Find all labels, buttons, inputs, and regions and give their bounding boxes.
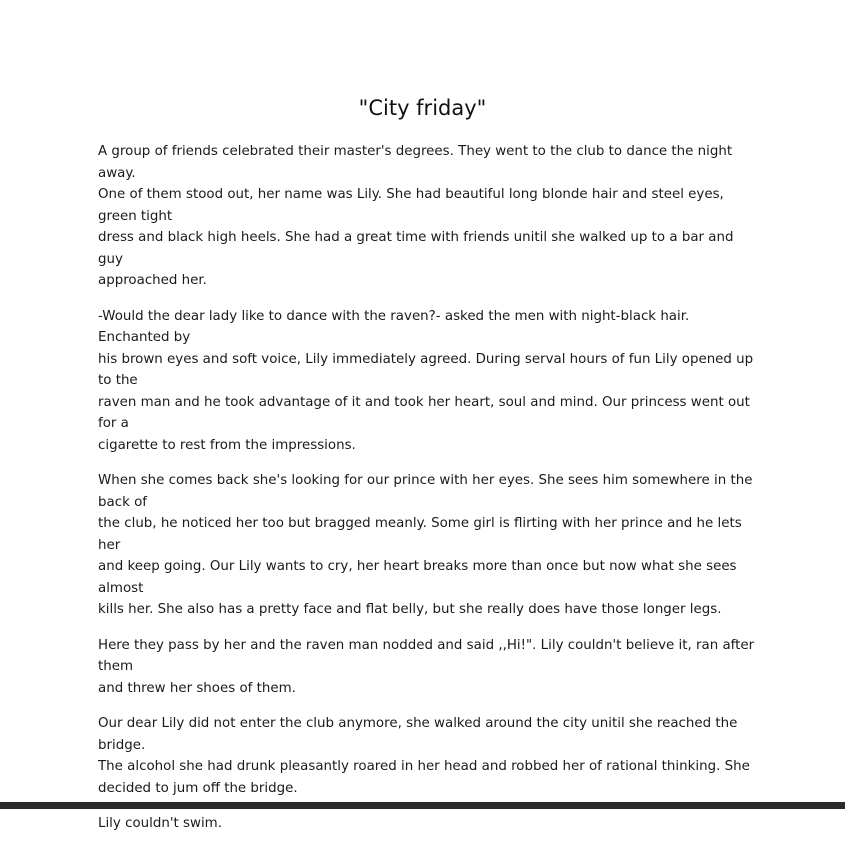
bottom-border — [0, 802, 845, 809]
document-body — [98, 141, 758, 849]
paragraph-2: -Would the dear lady like to dance with the raven?- asked the men with night-black hair. Enchanted by his brown eyes and soft voice, Lily immediately agreed. During serval hours of fun Lily opened up to the raven man and he took advantage of it and took her heart, soul and mind. Our princess went out for a cigarette to rest from the impressions. — [98, 308, 754, 453]
paragraph-5: Our dear Lily did not enter the club anymore, she walked around the city unitil she reached the bridge. The alcohol she had drunk pleasantly roared in her head and robbed her of rational thinking. She decided to jum off the bridge. — [98, 716, 750, 796]
paragraph-3: When she comes back she's looking for our prince with her eyes. She sees him somewhere in the back of the club, he noticed her too but bragged meanly. Some girl is flirting with her prince and he lets her and keep going. Our Lily wants to cry, her heart breaks more than once but now what she sees almost kills her. She also has a pretty face and flat belly, but she really does have those longer legs. — [98, 473, 753, 617]
paragraph-6: Lily couldn't swim. — [98, 816, 222, 831]
paragraph-4: Here they pass by her and the raven man nodded and said ,,Hi!". Lily couldn't believe it, ran after them and threw her shoes of them. — [98, 637, 755, 696]
document-title: "City friday" — [358, 96, 487, 120]
paragraph-1: A group of friends celebrated their master's degrees. They went to the club to dance the night away. One of them stood out, her name was Lily. She had beautiful long blonde hair and steel eyes, green tight dress and black high heels. She had a great time with friends unitil she walked up to a bar and guy approached her. — [98, 144, 734, 288]
